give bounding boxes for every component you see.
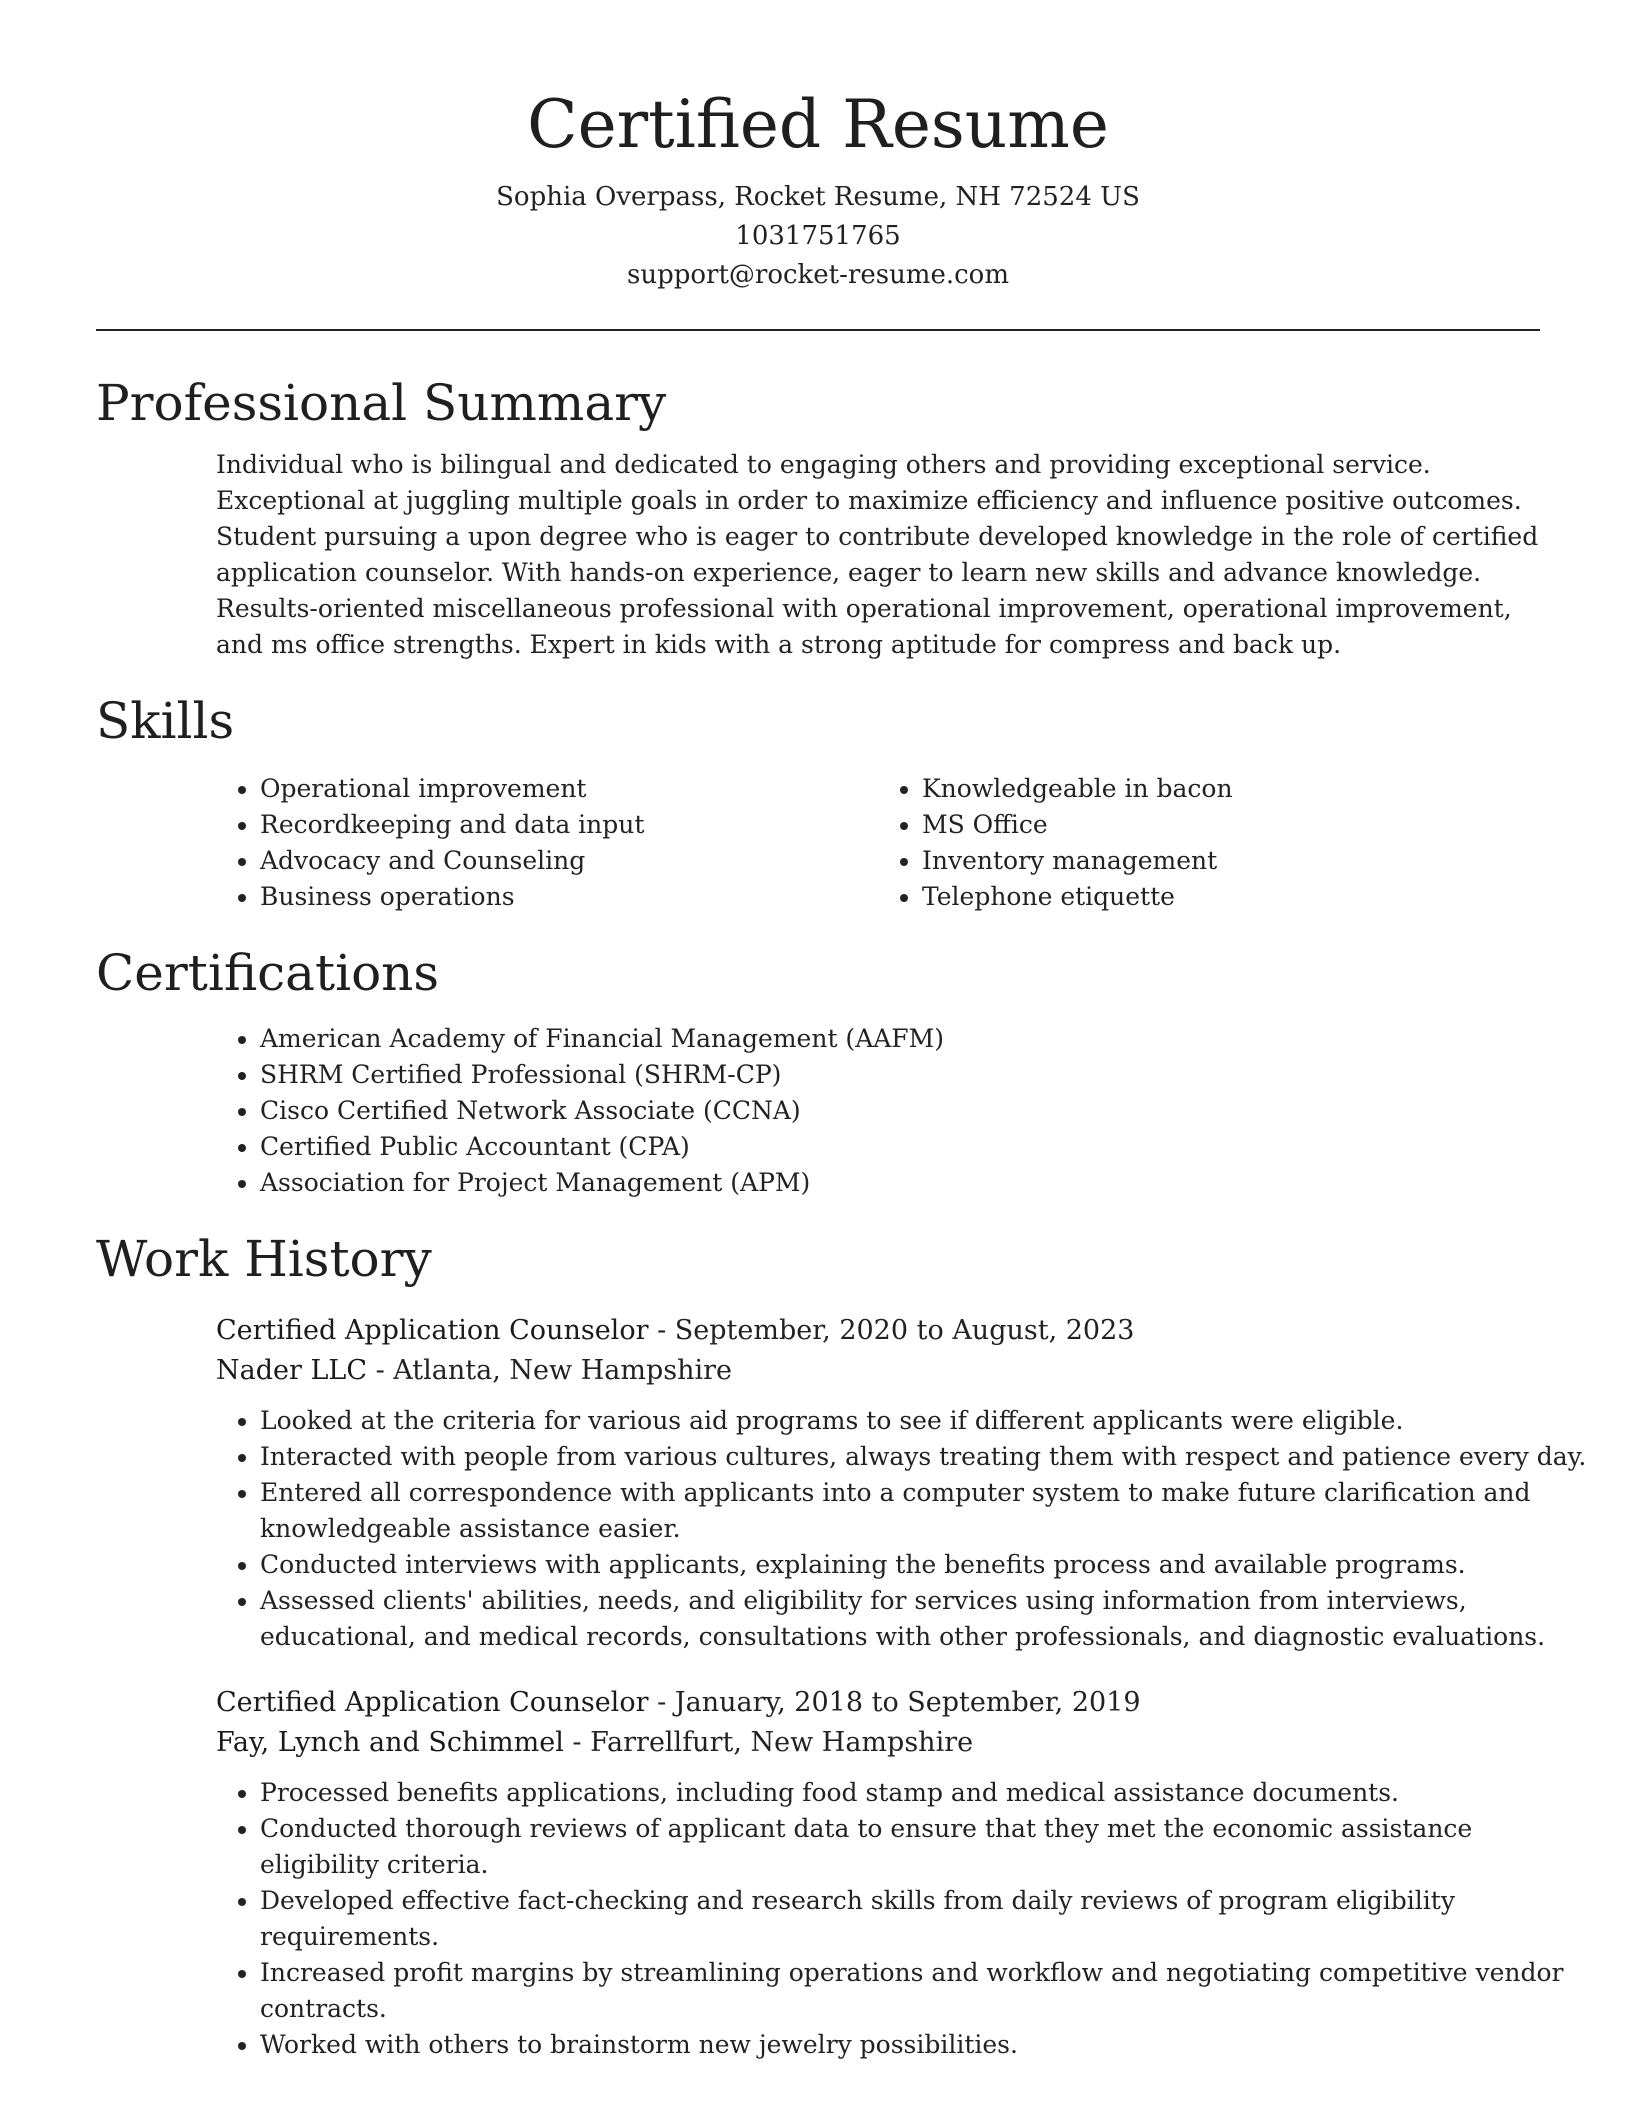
list-item: • Processed benefits applications, including food stamp and medical assistance documents. [260, 1775, 1590, 1811]
job-title: Certified Application Counselor [216, 1687, 649, 1718]
list-item: • Developed effective fact-checking and research skills from daily reviews of program eligibility requirements. [260, 1883, 1590, 1955]
work-history-section [96, 1227, 1587, 2063]
list-item: • Increased profit margins by streamlining operations and workflow and negotiating competitive vendor contracts. [260, 1955, 1590, 2027]
list-item: • Inventory management [922, 843, 1540, 879]
list-item: • Conducted interviews with applicants, explaining the benefits process and available programs. [260, 1547, 1590, 1583]
job-company: Fay, Lynch and Schimmel [216, 1727, 564, 1758]
list-item: • Certified Public Accountant (CPA) [260, 1129, 1540, 1165]
list-item: • Interacted with people from various cultures, always treating them with respect and patience every day. [260, 1439, 1590, 1475]
job-entry [216, 1683, 1564, 2063]
header-divider [96, 329, 1540, 331]
skills-columns [216, 771, 1540, 915]
job-company-line [216, 1351, 1540, 1391]
skills-list-left [216, 771, 878, 915]
list-item: • Cisco Certified Network Associate (CCNA) [260, 1093, 1540, 1129]
list-item: • Worked with others to brainstorm new jewelry possibilities. [260, 2027, 1590, 2063]
list-item: • Advocacy and Counseling [260, 843, 878, 879]
job-location: - Farrellfurt, New Hampshire [563, 1727, 974, 1758]
job-dates: - January, 2018 to September, 2019 [648, 1687, 1141, 1718]
list-item: • Business operations [260, 879, 878, 915]
certifications-list [216, 1021, 1540, 1201]
job-bullets [216, 1403, 1590, 1655]
contact-address: Sophia Overpass, Rocket Resume, NH 72524 US [496, 182, 1140, 212]
contact-block [96, 178, 1540, 295]
list-item: • MS Office [922, 807, 1540, 843]
job-title-line [216, 1683, 1540, 1723]
skills-heading: Skills [96, 692, 235, 750]
list-item: • American Academy of Financial Management (AAFM) [260, 1021, 1540, 1057]
job-location: - Atlanta, New Hampshire [367, 1355, 732, 1386]
job-title-line [216, 1311, 1540, 1351]
summary-text: Individual who is bilingual and dedicated to engaging others and providing exceptional service. Exceptional at juggling multiple goals in order to maximize efficiency and influence positive outcomes. Student pursuing a upon degree who is eager to contribute developed knowledge in the role of certified application counselor. With hands-on experience, eager to learn new skills and advance knowledge. Results-oriented miscellaneous professional with operational improvement, operational improvement, and ms office strengths. Expert in kids with a strong aptitude for compress and back up. [216, 450, 1539, 659]
list-item: • Assessed clients' abilities, needs, and eligibility for services using information from interviews, educational, and medical records, consultations with other professionals, and diagnostic evaluations. [260, 1583, 1590, 1655]
skills-section [96, 689, 1540, 915]
job-title: Certified Application Counselor [216, 1315, 649, 1346]
job-bullets [216, 1775, 1590, 2063]
skills-list-right [878, 771, 1540, 915]
job-dates: - September, 2020 to August, 2023 [648, 1315, 1135, 1346]
list-item: • Knowledgeable in bacon [922, 771, 1540, 807]
list-item: • Association for Project Management (APM) [260, 1165, 1540, 1201]
resume-header [96, 0, 1540, 295]
resume-title: Certified Resume [527, 86, 1109, 163]
job-company: Nader LLC [216, 1355, 367, 1386]
resume-page [96, 0, 1587, 2063]
list-item: • Recordkeeping and data input [260, 807, 878, 843]
contact-phone: 1031751765 [735, 221, 901, 251]
certifications-section [96, 941, 1540, 1201]
summary-heading: Professional Summary [96, 374, 667, 432]
job-company-line [216, 1723, 1540, 1763]
contact-email: support@rocket-resume.com [626, 260, 1009, 290]
list-item: • Conducted thorough reviews of applicant data to ensure that they met the economic assistance eligibility criteria. [260, 1811, 1590, 1883]
list-item: • Looked at the criteria for various aid programs to see if different applicants were eligible. [260, 1403, 1590, 1439]
work-history-heading: Work History [96, 1230, 432, 1288]
job-entry [216, 1311, 1587, 1655]
certifications-heading: Certifications [96, 944, 440, 1002]
list-item: • Operational improvement [260, 771, 878, 807]
list-item: • SHRM Certified Professional (SHRM-CP) [260, 1057, 1540, 1093]
list-item: • Entered all correspondence with applicants into a computer system to make future clarification and knowledgeable assistance easier. [260, 1475, 1590, 1547]
list-item: • Telephone etiquette [922, 879, 1540, 915]
summary-section [96, 371, 1540, 663]
